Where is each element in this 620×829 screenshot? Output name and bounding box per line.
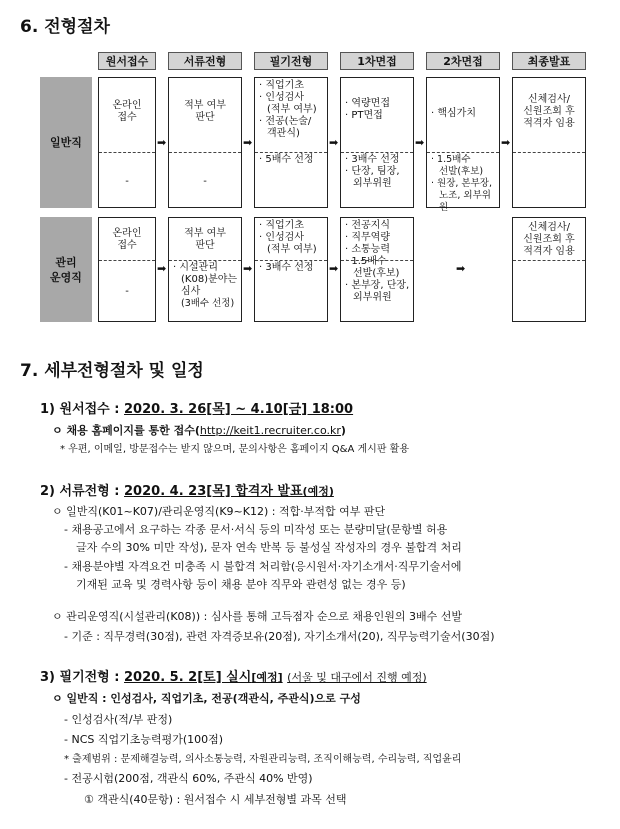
cell-general-interview2 (426, 77, 500, 213)
step1-bullet-text: ㅇ 채용 홈페이지를 통한 접수( (52, 424, 200, 437)
cell-text: 심사 (181, 286, 201, 297)
step3-date: 2020. 5. 2[토] 실시 (124, 670, 252, 685)
header-final: 최종발표 (512, 52, 586, 70)
step3-label: 3) 필기전형 : (40, 670, 120, 685)
row-label-text: 관리 (55, 255, 77, 269)
cell-text: 객관식) (267, 128, 300, 139)
cell-text: - (203, 176, 207, 187)
row-label-special (40, 217, 92, 322)
step3-heading (40, 666, 427, 685)
cell-text: 접수 (117, 240, 137, 251)
cell-text: (3배수 선정) (181, 298, 235, 309)
step1-label: 1) 원서접수 : (40, 402, 120, 417)
row-label-general (40, 77, 92, 208)
header-document: 서류전형 (168, 52, 242, 70)
step3-tag: [예정] (251, 671, 283, 684)
cell-text: · 직업기초 (259, 80, 304, 91)
cell-text: 선발(후보) (353, 268, 400, 279)
step2-detail: - 채용분야별 자격요건 미충족 시 불합격 처리함(응시원서·자기소개서·직무기술서에 (64, 560, 462, 573)
step3-note: * 출제범위 : 문제해결능력, 의사소통능력, 자원관리능력, 조직이해능력, 수리능력, 직업윤리 (64, 754, 462, 765)
cell-text: · 직무역량 (345, 232, 390, 243)
step2-detail: - 채용공고에서 요구하는 각종 문서·서식 등의 미작성 또는 분량미달(문항별 허용 (64, 523, 448, 536)
cell-text: · 단장, 팀장, (345, 166, 400, 177)
cell-text: 선발(후보) (439, 166, 484, 177)
section-6-title: 6. 전형절차 (20, 17, 110, 37)
cell-text: - (125, 176, 129, 187)
arrow-right-icon: ➡ (456, 262, 466, 275)
cell-text: · 역량면접 (345, 98, 390, 109)
cell-text: 판단 (195, 112, 215, 123)
cell-text: - (125, 286, 129, 297)
arrow-right-icon: ➡ (501, 136, 511, 149)
step2-detail: 글자 수의 30% 미만 작성), 문자 연속 반복 등 불성실 작성자의 경우 불합격 처리 (76, 541, 462, 554)
cell-general-final (512, 77, 586, 208)
arrow-right-icon: ➡ (243, 136, 253, 149)
cell-text: · 원장, 본부장, (431, 178, 492, 189)
cell-special-document (168, 217, 242, 322)
cell-text: 신원조회 후 (523, 106, 575, 117)
cell-text: 외부위원 (353, 178, 392, 189)
step3-bullet: ㅇ 일반직 : 인성검사, 직업기초, 전공(객관식, 주관식)으로 구성 (52, 692, 361, 705)
cell-general-interview1 (340, 77, 414, 208)
row-label-text: 운영직 (50, 270, 82, 284)
step2-detail: 기재된 교육 및 경력사항 등이 채용 분야 직무와 관련성 없는 경우 등) (76, 578, 406, 591)
step2-label: 2) 서류전형 : (40, 484, 120, 499)
cell-text: · 5배수 선정 (259, 154, 314, 165)
cell-text: · 소통능력 (345, 244, 390, 255)
step2-bullet1: ㅇ 일반직(K01~K07)/관리운영직(K9~K12) : 적합·부적합 여부 판단 (52, 505, 386, 518)
arrow-right-icon: ➡ (157, 262, 167, 275)
cell-text: · 1.5배수 (431, 154, 471, 165)
cell-text: 적부 여부 (184, 228, 226, 239)
cell-special-final (512, 217, 586, 322)
cell-text: · 본부장, 단장, (345, 280, 410, 291)
header-interview2: 2차면접 (426, 52, 500, 70)
cell-text: · 직업기초 (259, 220, 304, 231)
cell-general-written (254, 77, 328, 208)
cell-text: 신체검사/ (527, 222, 570, 233)
cell-text: 적부 여부 (184, 100, 226, 111)
step3-detail: - NCS 직업기초능력평가(100점) (64, 733, 224, 746)
cell-text: (적부 여부) (267, 104, 317, 115)
cell-text: (적부 여부) (267, 244, 317, 255)
cell-special-interview1 (340, 217, 414, 322)
step2-tag: (예정) (302, 485, 334, 498)
header-interview1: 1차면접 (340, 52, 414, 70)
step1-date: 2020. 3. 26[목] ~ 4.10[금] 18:00 (124, 402, 354, 417)
header-apply: 원서접수 (98, 52, 156, 70)
cell-text: 적격자 임용 (523, 118, 575, 129)
cell-text: 온라인 (112, 228, 142, 239)
cell-text: · 1.5배수 (345, 256, 387, 267)
step2-date: 2020. 4. 23[목] 합격자 발표 (124, 484, 303, 499)
cell-text: · 인성검사 (259, 92, 304, 103)
cell-text: 신체검사/ (527, 94, 570, 105)
cell-text: · 전공(논술/ (259, 116, 312, 127)
cell-text: · 3배수 선정 (345, 154, 400, 165)
header-written: 필기전형 (254, 52, 328, 70)
step3-location: (서울 및 대구에서 진행 예정) (287, 671, 427, 684)
arrow-right-icon: ➡ (415, 136, 425, 149)
section-7-title: 7. 세부전형절차 및 일정 (20, 361, 204, 381)
cell-text: 노조, 외부위원 (439, 190, 491, 213)
row-label-text: 일반직 (50, 136, 82, 149)
step3-detail: - 전공시험(200점, 객관식 60%, 주관식 40% 반영) (64, 772, 313, 785)
cell-text: 온라인 (112, 100, 142, 111)
step3-detail: ① 객관식(40문항) : 원서접수 시 세부전형별 과목 선택 (84, 793, 347, 806)
recruit-link[interactable]: http://keit1.recruiter.co.kr (199, 424, 341, 437)
arrow-right-icon: ➡ (157, 136, 167, 149)
cell-general-apply (98, 77, 156, 208)
step1-note: * 우편, 이메일, 방문접수는 받지 않으며, 문의사항은 홈페이지 Q&A 게시판 활용 (60, 444, 409, 455)
step1-bullet (52, 424, 346, 438)
step2-heading (40, 480, 334, 499)
arrow-right-icon: ➡ (243, 262, 253, 275)
arrow-right-icon: ➡ (329, 136, 339, 149)
step3-detail: - 인성검사(적/부 판정) (64, 713, 173, 726)
cell-special-written (254, 217, 328, 322)
cell-text: (K08)분야는 (181, 274, 238, 285)
arrow-right-icon: ➡ (329, 262, 339, 275)
cell-text: · 3배수 선정 (259, 262, 314, 273)
cell-text: · 핵심가치 (431, 108, 476, 119)
cell-general-document (168, 77, 242, 208)
cell-text: 접수 (117, 112, 137, 123)
cell-text: 판단 (195, 240, 215, 251)
cell-text: 외부위원 (353, 292, 392, 303)
step2-bullet2: ㅇ 관리운영직(시설관리(K08)) : 심사를 통해 고득점자 순으로 채용인원의 3배수 선발 (52, 610, 462, 623)
cell-text: · 전공지식 (345, 220, 390, 231)
cell-text: 신원조회 후 (523, 234, 575, 245)
step2-detail: - 기준 : 직무경력(30점), 관련 자격증보유(20점), 자기소개서(20), 직무능력기술서(30점) (64, 630, 495, 643)
cell-text: · 시설관리 (173, 262, 218, 273)
cell-special-apply (98, 217, 156, 322)
step1-heading (40, 398, 353, 417)
cell-text: 적격자 임용 (523, 246, 575, 257)
cell-text: · 인성검사 (259, 232, 304, 243)
step1-bullet-text: ) (340, 424, 346, 437)
cell-text: · PT면접 (345, 110, 383, 121)
